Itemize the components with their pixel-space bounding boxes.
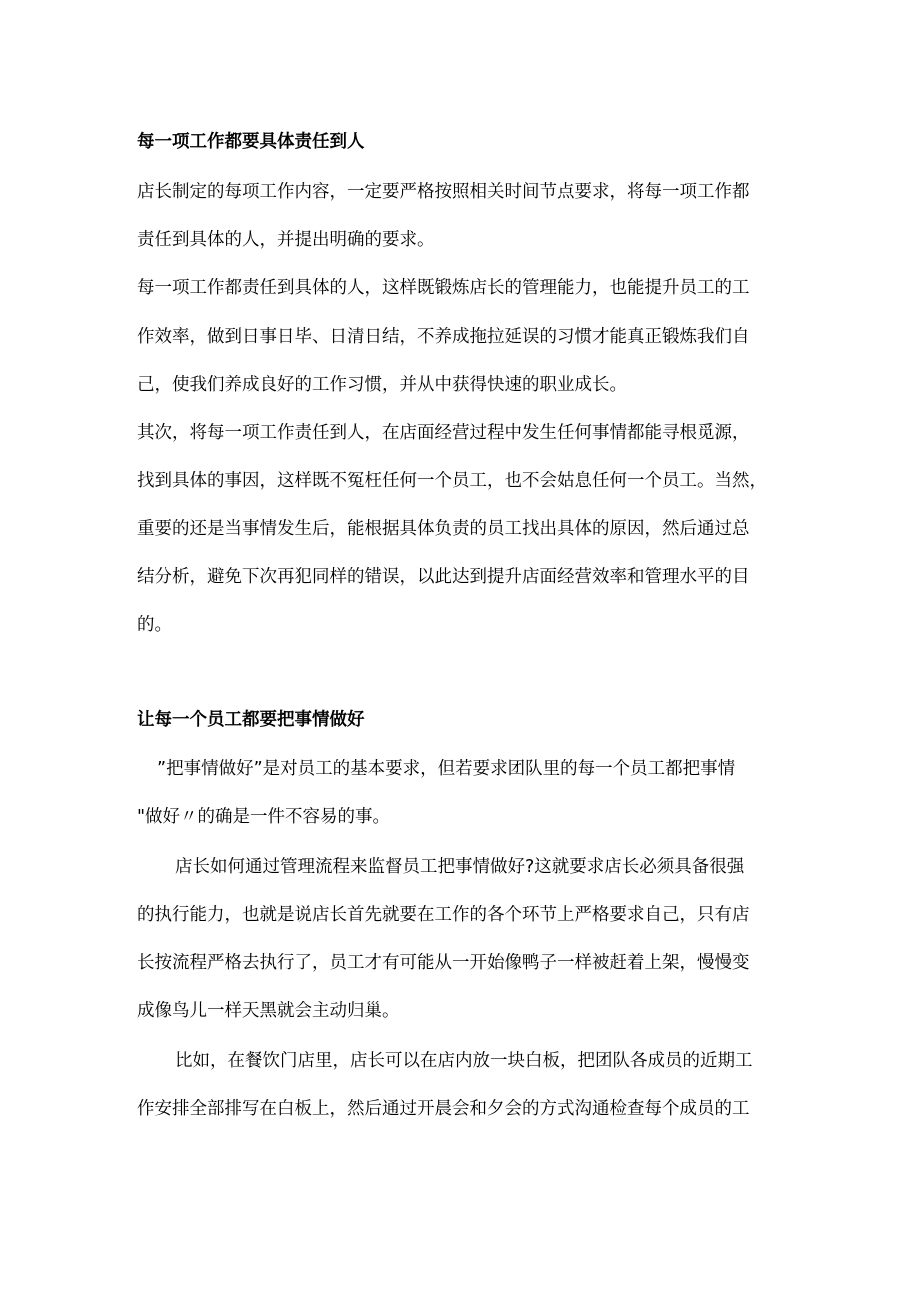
section-heading: 让每一个员工都要把事情做好 (137, 710, 365, 730)
paragraph-line: 作效率，做到日事日毕、日清日结，不养成拖拉延误的习惯才能真正锻炼我们自 (137, 327, 750, 347)
paragraph-line: 结分析，避免下次再犯同样的错误，以此达到提升店面经营效率和管理水平的目 (137, 567, 750, 587)
section-heading: 每一项工作都要具体责任到人 (137, 132, 365, 152)
paragraph-line: 店长如何通过管理流程来监督员工把事情做好?这就要求店长必须具备很强 (175, 857, 745, 877)
paragraph-line: 作安排全部排写在白板上，然后通过开晨会和夕会的方式沟通检查每个成员的工 (137, 1099, 750, 1119)
paragraph-line: 店长制定的每项工作内容，一定要严格按照相关时间节点要求，将每一项工作都 (137, 182, 750, 202)
paragraph-line: 长按流程严格去执行了，员工才有可能从一开始像鸭子一样被赶着上架，慢慢变 (137, 953, 750, 973)
paragraph-line: "做好〃的确是一件不容易的事。 (137, 807, 391, 827)
paragraph-line: 的执行能力，也就是说店长首先就要在工作的各个环节上严格要求自己，只有店 (137, 905, 750, 925)
paragraph-line: 找到具体的事因，这样既不冤枉任何一个员工，也不会姑息任何一个员工。当然， (137, 471, 767, 491)
paragraph-line: 其次，将每一项工作责任到人，在店面经营过程中发生任何事情都能寻根觅源， (137, 423, 750, 443)
paragraph-line: 重要的还是当事情发生后，能根据具体负责的员工找出具体的原因，然后通过总 (137, 519, 750, 539)
paragraph-line: 责任到具体的人，并提出明确的要求。 (137, 230, 435, 250)
paragraph-line: 的。 (137, 615, 172, 635)
paragraph-line: 比如，在餐饮门店里，店长可以在店内放一块白板，把团队各成员的近期工 (175, 1051, 753, 1071)
paragraph-line: 己，使我们养成良好的工作习惯，并从中获得快速的职业成长。 (137, 375, 627, 395)
paragraph-line: ”把事情做好”是对员工的基本要求，但若要求团队里的每一个员工都把事情 (157, 759, 736, 779)
paragraph-line: 成像鸟儿一样天黑就会主动归巢。 (137, 1001, 400, 1021)
paragraph-line: 每一项工作都责任到具体的人，这样既锻炼店长的管理能力，也能提升员工的工 (137, 278, 750, 298)
